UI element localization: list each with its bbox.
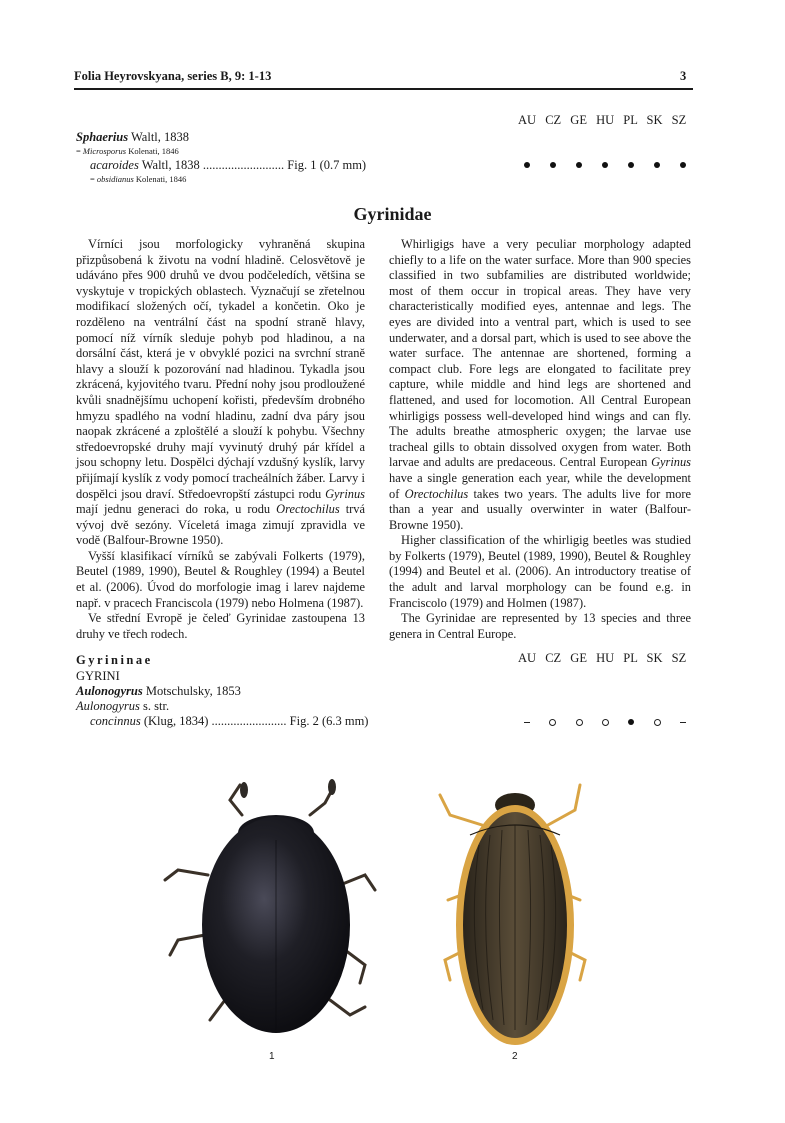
czech-paragraph-1: Vírníci jsou morfologicky vyhraněná skupina přizpůsobená k životu na vodní hladině. Celosvětově je udáváno přes 900 druhů ve dvou podčeledích, většina se vyskytuje v tropických oblastech. Vyznačují se zřetelnou modifikací složených očí, tykadel a končetin. Oko je rozděleno na ventrální část na spodní straně hlavy, pomocí níž vírník sleduje pohyb pod hladinou, a na dorsální část, která je v obvyklé pozici na svrchní straně hlavy a slouží k pozorování nad hladinou. Tykadla jsou zkrácená, kyjovitého tvaru. Přední nohy jsou prodloužené kvůli snadnějšímu uchopení kořisti, především drobného hmyzu spadlého na vodní hladinu, zadní dva páry jsou naopak zkrácené a zploštělé a slouží k pohybu. Všechny středoevropské druhy mají vyvinutý druhý pár křídel a jsou schopny letu. Dospělci dýchají vzdušný kyslík, larvy přijímají kyslík z vody pomocí tracheálních žáber. Larvy i dospělci jsou draví. Středoevropští zástupci rodu Gyrinus mají jednu generaci do roka, u rodu Orectochilus trvá vývoj dvě sezóny. Vícеletá imaga zimují zpravidla ve vodě (Balfour-Browne 1950). bbox=[76, 237, 365, 548]
distribution-row bbox=[524, 160, 686, 170]
english-column bbox=[389, 237, 691, 642]
species-line: acaroides Waltl, 1838 .......................... Fig. 1 (0.7 mm) bbox=[90, 158, 367, 172]
subgenus-line: Aulonogyrus s. str. bbox=[76, 699, 170, 713]
distribution-mark-ge bbox=[576, 719, 583, 726]
distribution-mark-au bbox=[524, 162, 530, 168]
distribution-mark-sz bbox=[680, 722, 686, 723]
country-pl: PL bbox=[623, 113, 638, 127]
page-number: 3 bbox=[680, 69, 687, 83]
beetle-figure-1 bbox=[160, 775, 390, 1050]
leader-dots-2: ........................ bbox=[211, 714, 287, 728]
country-header-2: AU CZ GE HU PL SK SZ bbox=[518, 651, 687, 665]
country-au: AU bbox=[518, 113, 537, 127]
subfamily-name: Gyrininae bbox=[76, 653, 153, 667]
distribution-row-2 bbox=[524, 717, 686, 727]
species-name-2: concinnus bbox=[90, 714, 141, 728]
distribution-mark-sz bbox=[680, 162, 686, 168]
czech-paragraph-2: Vyšší klasifikací vírníků se zabývali Folkerts (1979), Beutel (1989, 1990), Beutel & Roughley (1994) a Beutel et al. (2006). Úvod do morfologie imag i larev najdeme např. v pracech Franciscola (1979) nebo Holmena (1987). bbox=[76, 548, 365, 610]
genus-name: Sphaerius bbox=[76, 130, 129, 144]
genus-line-2: Aulonogyrus Motschulsky, 1853 bbox=[76, 684, 241, 698]
country-ge: GE bbox=[570, 113, 587, 127]
section-title: Gyrinidae bbox=[353, 204, 432, 224]
figure-reference: Fig. 1 (0.7 mm) bbox=[284, 158, 367, 172]
distribution-mark-pl bbox=[628, 162, 634, 168]
species-synonym: = obsidianus Kolenati, 1846 bbox=[90, 174, 187, 184]
distribution-mark-pl bbox=[628, 719, 634, 725]
distribution-mark-sk bbox=[654, 162, 660, 168]
tribe-name: GYRINI bbox=[76, 669, 120, 683]
distribution-mark-au bbox=[524, 722, 530, 723]
leader-dots: .......................... bbox=[202, 158, 285, 172]
genus-synonym: = Microsporus Kolenati, 1846 bbox=[76, 146, 179, 156]
beetle-figure-2 bbox=[430, 775, 600, 1050]
running-header: Folia Heyrovskyana, series B, 9: 1-13 bbox=[74, 69, 272, 83]
english-paragraph-2: Higher classification of the whirligig beetles was studied by Folkerts (1979), Beutel (1989, 1990), Beutel & Roughley (1994) and Beutel et al. (2006). An introductory treatise of the adult and larval morphology can be found e.g. in Franciscolo (1979) and Holmen (1987). bbox=[389, 533, 691, 610]
country-sz: SZ bbox=[671, 113, 687, 127]
species-line-2: concinnus (Klug, 1834) ........................ Fig. 2 (6.3 mm) bbox=[90, 714, 369, 728]
country-hu: HU bbox=[596, 113, 615, 127]
genus-line bbox=[76, 130, 189, 145]
czech-paragraph-3: Ve střední Evropě je čeleď Gyrinidae zastoupena 13 druhy ve třech rodech. bbox=[76, 611, 365, 641]
figure-2-label: 2 bbox=[512, 1051, 518, 1062]
header-rule bbox=[74, 88, 693, 90]
czech-column bbox=[76, 237, 365, 642]
distribution-mark-ge bbox=[576, 162, 582, 168]
distribution-mark-cz bbox=[549, 719, 556, 726]
distribution-mark-cz bbox=[550, 162, 556, 168]
country-cz: CZ bbox=[545, 113, 562, 127]
species-name: acaroides bbox=[90, 158, 139, 172]
figure-reference-2: Fig. 2 (6.3 mm) bbox=[286, 714, 369, 728]
distribution-mark-sk bbox=[654, 719, 661, 726]
genus-name-2: Aulonogyrus bbox=[76, 684, 143, 698]
distribution-mark-hu bbox=[602, 162, 608, 168]
figure-1-label: 1 bbox=[269, 1051, 275, 1062]
english-paragraph-1: Whirligigs have a very peculiar morphology adapted chiefly to a life on the water surface. More than 900 species classified in two subfamilies are distributed worldwide; most of them occur in tropical areas. They have very characteristically modified eyes, antennae and legs. The eyes are divided into a ventral part, which is used to see underwater, and a dorsal part, which is used to see above the water surface. The antennae are shortened, forming a compact club. Fore legs are elongated to facilitate prey capture, while middle and hind legs are shortened and flattened, and used for locomotion. All Central European whirligigs possess well-developed hind wings and can fly. The adults breathe atmospheric oxygen; the larvae use tracheal gills to obtain dissolved oxygen from water. Both larvae and adults are predaceous. Central European Gyrinus have a single generation each year, while the development of Orectochilus takes two years. The adults live for more than a year and usually overwinter in water (Balfour-Browne 1950). bbox=[389, 237, 691, 532]
genus-author: Waltl, 1838 bbox=[128, 130, 190, 144]
country-header bbox=[518, 113, 686, 128]
distribution-mark-hu bbox=[602, 719, 609, 726]
country-sk: SK bbox=[646, 113, 663, 127]
english-paragraph-3: The Gyrinidae are represented by 13 species and three genera in Central Europe. bbox=[389, 611, 691, 641]
